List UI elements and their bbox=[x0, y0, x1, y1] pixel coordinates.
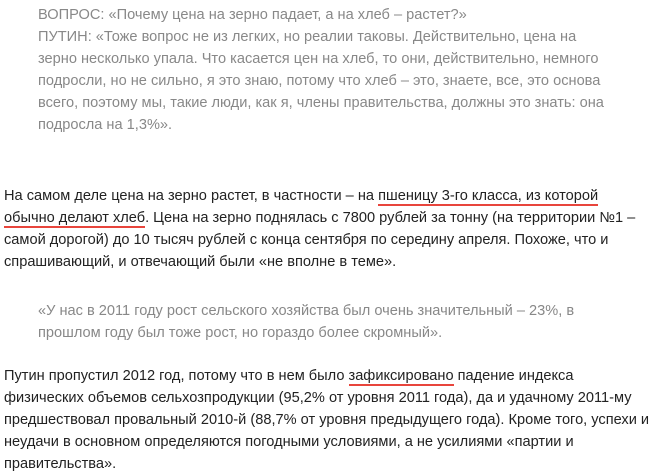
agriculture-growth-quote bbox=[38, 300, 574, 344]
quote-line: подросла на 1,3%». bbox=[38, 117, 173, 133]
paragraph-line: спрашивающий, и отвечающий были «не вполне в теме». bbox=[4, 254, 397, 270]
putin-quote-block bbox=[38, 4, 604, 136]
paragraph-text: Путин пропустил 2012 год, потому что в нем было bbox=[4, 368, 349, 384]
quote-line: прошлом году был тоже рост, но гораздо более скромный». bbox=[38, 325, 443, 341]
paragraph-line bbox=[4, 365, 649, 387]
paragraph-text: На самом деле цена на зерно растет, в частности – на bbox=[4, 188, 379, 204]
quote-line: подросли, но не сильно, я это знаю, потому что хлеб – это, знаете, все, это основа bbox=[38, 73, 601, 89]
paragraph-line bbox=[4, 207, 635, 229]
quote-line: «У нас в 2011 году рост сельского хозяйства был очень значительный – 23%, в bbox=[38, 303, 575, 319]
putin-missed-2012-paragraph bbox=[4, 365, 649, 475]
quote-line: ВОПРОС: «Почему цена на зерно падает, а на хлеб – растет?» bbox=[38, 7, 467, 23]
quote-line: всего, поэтому мы, такие люди, как я, члены правительства, должны это знать: она bbox=[38, 95, 604, 111]
wheat-class-3-link[interactable]: пшеницу 3-го класса, из которой bbox=[378, 188, 599, 204]
paragraph-line: самой дорогой) до 10 тысяч рублей с конца сентября по середину апреля. Похоже, что и bbox=[4, 232, 609, 248]
paragraph-line: предшествовал провальный 2010-й (88,7% от уровня предыдущего года). Кроме того, успехи и bbox=[4, 412, 650, 428]
paragraph-line bbox=[4, 185, 635, 207]
paragraph-line: правительства». bbox=[4, 456, 117, 472]
quote-line: зерно несколько упала. Что касается цен на хлеб, то они, действительно, немного bbox=[38, 51, 599, 67]
grain-price-paragraph bbox=[4, 185, 635, 273]
paragraph-line: неудачи в основном определяются погодными условиями, а не усилиями «партии и bbox=[4, 434, 574, 450]
paragraph-text: . Цена на зерно поднялась с 7800 рублей за тонну (на территории №1 – bbox=[145, 210, 636, 226]
paragraph-text: падение индекса bbox=[453, 368, 574, 384]
wheat-class-3-link-continued[interactable]: обычно делают хлеб bbox=[4, 210, 146, 226]
quote-line: ПУТИН: «Тоже вопрос не из легких, но реалии таковы. Действительно, цена на bbox=[38, 29, 577, 45]
recorded-link[interactable]: зафиксировано bbox=[348, 368, 454, 384]
paragraph-line: физических объемов сельхозпродукции (95,2% от уровня 2011 года), да и удачному 2011-му bbox=[4, 390, 632, 406]
